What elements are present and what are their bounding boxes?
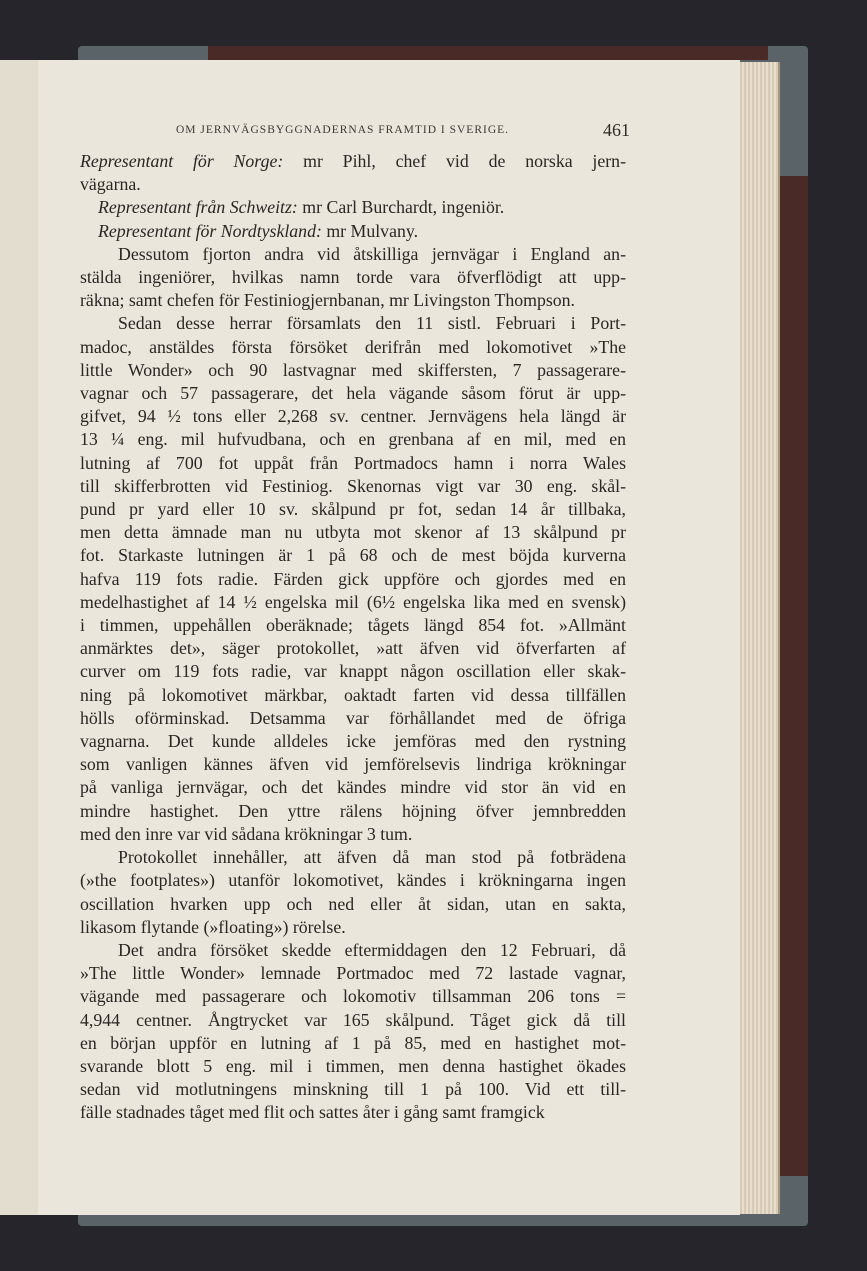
line-text: likasom flytande (»floating») rörelse. [80, 916, 346, 937]
text-line [80, 823, 626, 846]
text-line [80, 521, 626, 544]
text-line [80, 452, 626, 475]
line-text: Sedan desse herrar församlats den 11 sistl. Februari i Port- [118, 313, 626, 334]
line-text: lutning af 700 fot uppåt från Portmadocs hamn i norra Wales [80, 452, 626, 473]
line-text: fälle stadnades tåget med flit och sattes åter i gång samt framgick [80, 1102, 545, 1123]
text-line [80, 893, 626, 916]
text-line [80, 846, 626, 869]
line-text: pund pr yard eller 10 sv. skålpund pr fot, sedan 14 år tillbaka, [80, 499, 626, 520]
text-line [80, 150, 626, 173]
text-line [80, 939, 626, 962]
text-line [80, 475, 626, 498]
text-line [80, 776, 626, 799]
line-text: vagnar och 57 passagerare, det hela vägande såsom förut är upp- [80, 383, 626, 404]
line-text: vagnarna. Det kunde alldeles icke jemföras med den rystning [80, 731, 626, 752]
line-text: till skifferbrotten vid Festiniog. Skenornas vigt var 30 eng. skål- [80, 475, 626, 496]
line-text: mr Carl Burchardt, ingeniör. [297, 197, 505, 218]
text-line [80, 196, 626, 219]
line-text: medelhastighet af 14 ½ engelska mil (6½ engelska lika med en svensk) [80, 591, 626, 612]
text-line [80, 1009, 626, 1032]
line-text: 4,944 centner. Ångtrycket var 165 skålpund. Tåget gick då till [80, 1009, 626, 1030]
text-line [80, 985, 626, 1008]
text-line [80, 1055, 626, 1078]
line-text: mr Pihl, chef vid de norska jern- [283, 151, 626, 171]
line-text: fot. Starkaste lutningen är 1 på 68 och de mest böjda kurverna [80, 545, 626, 566]
line-text: madoc, anstäldes första försöket derifrån med lokomotivet »The [80, 336, 626, 357]
text-line [80, 220, 626, 243]
text-line [80, 544, 626, 567]
text-line [80, 289, 626, 312]
body-text [80, 150, 626, 1125]
page-block-edge [738, 62, 780, 1214]
line-text: little Wonder» och 90 lastvagnar med skiffersten, 7 passagerare- [80, 359, 626, 380]
line-text: Protokollet innehåller, att äfven då man stod på fotbrädena [118, 847, 626, 868]
line-text: Det andra försöket skedde eftermiddagen den 12 Februari, då [118, 939, 626, 960]
text-line [80, 916, 626, 939]
text-line [80, 753, 626, 776]
cover-binding-side [776, 176, 808, 1176]
text-line [80, 800, 626, 823]
line-text: mindre hastighet. Den yttre rälens höjning öfver jemnbredden [80, 800, 626, 821]
line-text: 13 ¼ eng. mil hufvudbana, och en grenbana af en mil, med en [80, 429, 626, 450]
text-line [80, 1078, 626, 1101]
text-line [80, 405, 626, 428]
text-line [80, 336, 626, 359]
text-line [80, 730, 626, 753]
line-text: på vanliga jernvägar, och det kändes mindre vid stor än vid en [80, 777, 626, 798]
line-text: sedan vid motlutningens minskning till 1 på 100. Vid ett till- [80, 1079, 626, 1100]
line-text: curver om 119 fots radie, var knappt någon oscillation eller skak- [80, 661, 626, 682]
facing-page-edge [0, 60, 41, 1215]
line-text: svarande blott 5 eng. mil i timmen, men denna hastighet ökades [80, 1055, 626, 1076]
line-text: gifvet, 94 ½ tons eller 2,268 sv. centner. Jernvägens hela längd är [80, 406, 626, 427]
text-line [80, 568, 626, 591]
line-text: oscillation hvarken upp och ned eller åt sidan, utan en sakta, [80, 893, 626, 914]
line-text: i timmen, uppehållen oberäknade; tågets längd 854 fot. »Allmänt [80, 615, 626, 636]
text-line [80, 591, 626, 614]
italic-label: Representant från Schweitz: [98, 197, 298, 218]
text-line [80, 707, 626, 730]
italic-label: Representant för Nordtyskland: [98, 220, 322, 241]
line-text: vägande med passagerare och lokomotiv tillsamman 206 tons = [80, 986, 626, 1007]
line-text: hafva 119 fots radie. Färden gick uppföre och gjordes med en [80, 568, 626, 589]
running-head: OM JERNVÄGSBYGGNADERNAS FRAMTID I SVERIGE. [176, 124, 510, 136]
line-text: räkna; samt chefen för Festiniogjernbanan, mr Livingston Thompson. [80, 290, 575, 311]
line-text: (»the footplates») utanför lokomotivet, kändes i krökningarna ingen [80, 870, 626, 891]
text-line [80, 173, 626, 196]
line-text: »The little Wonder» lemnade Portmadoc med 72 lastade vagnar, [80, 963, 626, 984]
line-text: vägarna. [80, 174, 141, 195]
line-text: mr Mulvany. [321, 220, 419, 241]
line-text: en början uppför en lutning af 1 på 85, med en hastighet mot- [80, 1032, 626, 1053]
text-line [80, 428, 626, 451]
line-text: hölls oförminskad. Detsamma var förhållandet med de öfriga [80, 707, 626, 728]
line-text: Dessutom fjorton andra vid åtskilliga jernvägar i England an- [118, 243, 626, 264]
text-line [80, 869, 626, 892]
italic-label: Representant för Norge: [80, 151, 284, 171]
text-line [80, 962, 626, 985]
text-line [80, 498, 626, 521]
text-line [80, 266, 626, 289]
text-line [80, 684, 626, 707]
line-text: stälda ingeniörer, hvilkas namn torde vara öfverflödigt att upp- [80, 267, 626, 288]
text-line [80, 1032, 626, 1055]
text-line [80, 243, 626, 266]
page-number: 461 [603, 120, 630, 140]
text-line [80, 614, 626, 637]
line-text: som vanligen kännes äfven vid jemförelsevis lindriga krökningar [80, 754, 626, 775]
text-line [80, 382, 626, 405]
text-line [80, 1101, 626, 1124]
text-line [80, 637, 626, 660]
cover-binding-top [208, 46, 768, 60]
text-line [80, 359, 626, 382]
line-text: men detta ämnade man nu utbyta mot skenor af 13 skålpund pr [80, 522, 626, 543]
text-line [80, 660, 626, 683]
text-line [80, 312, 626, 335]
line-text: ning på lokomotivet märkbar, oaktadt farten vid dessa tillfällen [80, 684, 626, 705]
line-text: med den inre var vid sådana krökningar 3 tum. [80, 823, 413, 844]
line-text: anmärktes det», säger protokollet, »att äfven vid öfverfarten af [80, 638, 626, 659]
